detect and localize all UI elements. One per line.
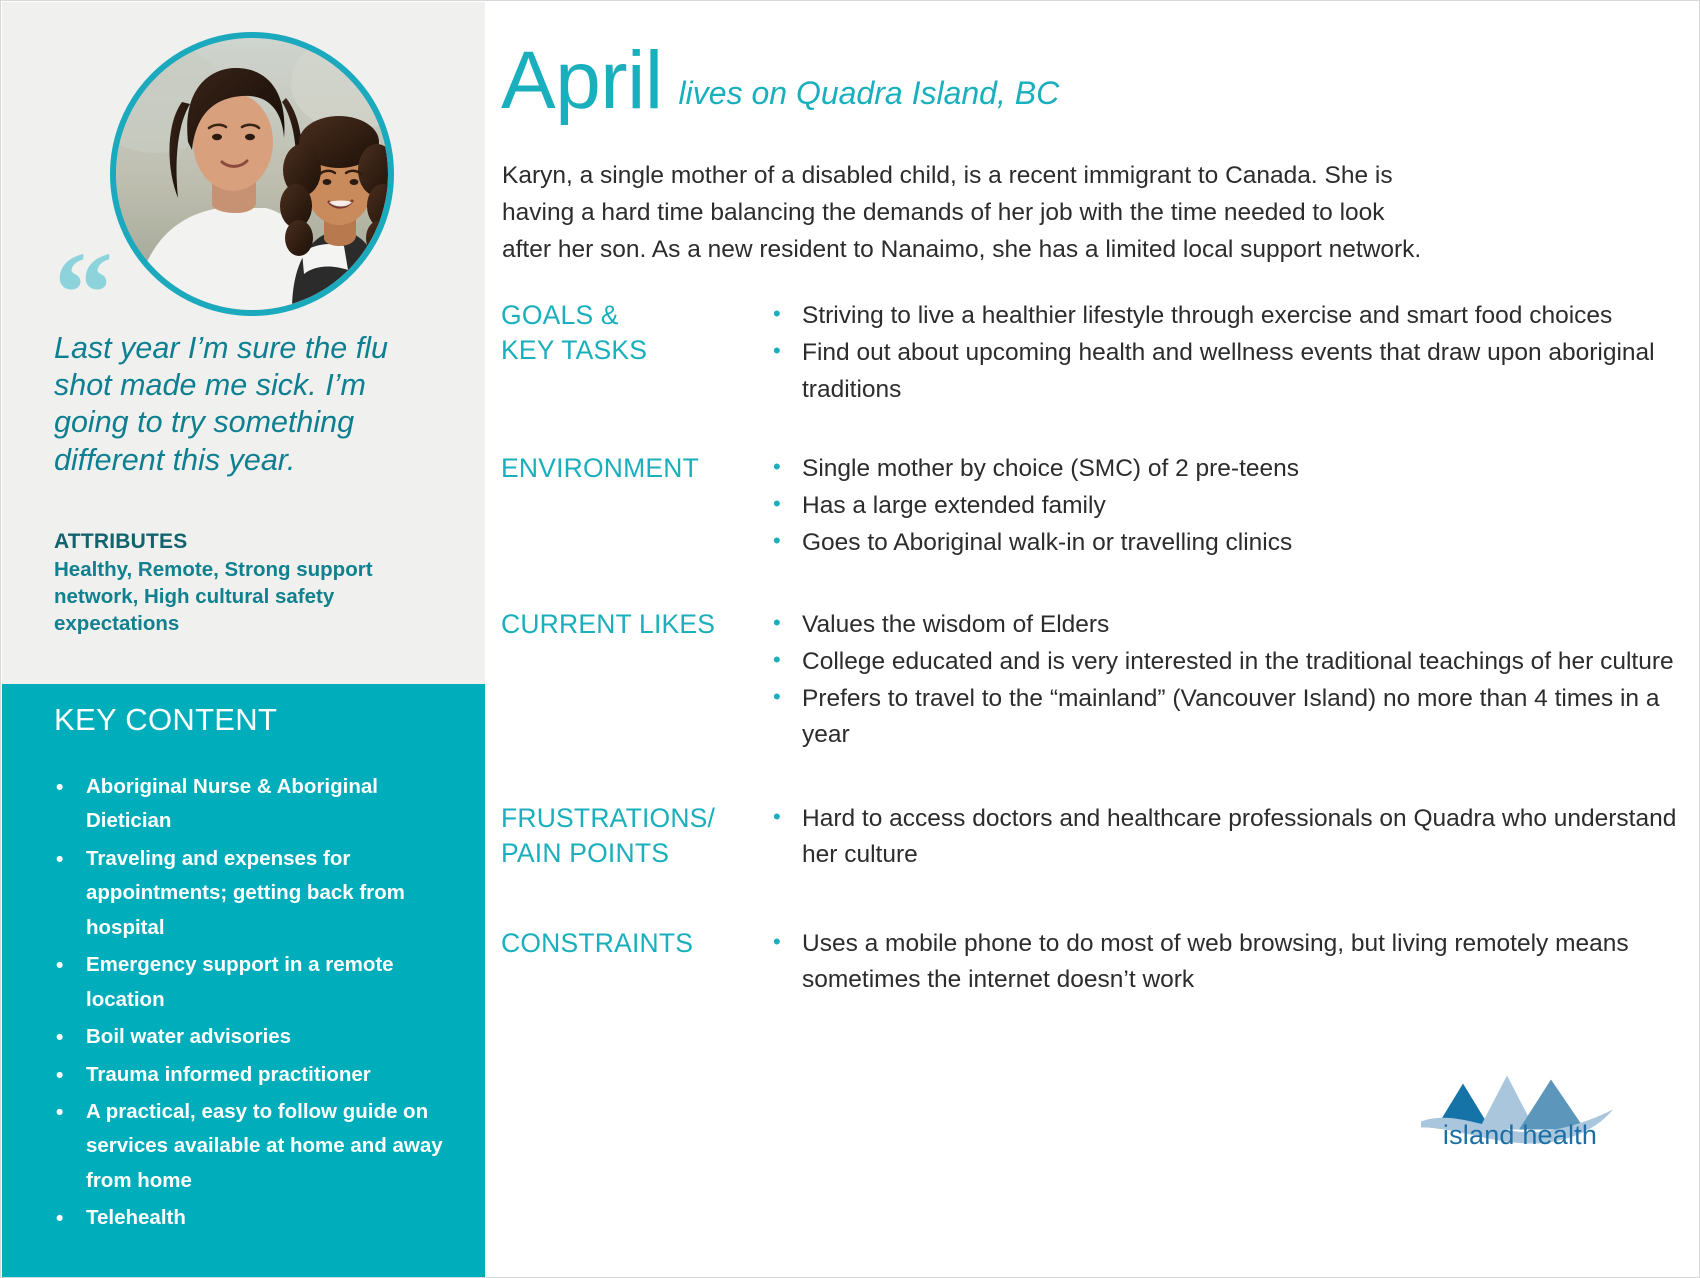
- list-item: [769, 607, 1700, 643]
- key-content-list: [46, 770, 446, 1239]
- bullet-icon: •: [56, 776, 64, 799]
- list-item: [769, 335, 1700, 408]
- attributes-block: [54, 530, 424, 637]
- bullet-icon: •: [773, 301, 781, 326]
- sidebar: [2, 2, 485, 1278]
- list-item-label: Aboriginal Nurse & Aboriginal Dietician: [86, 775, 378, 833]
- section-label-line: KEY TASKS: [501, 335, 648, 366]
- list-item: [769, 488, 1700, 524]
- bullet-icon: •: [773, 338, 781, 364]
- section-frustrations: [485, 801, 1700, 875]
- section-label-line: FRUSTRATIONS/: [501, 802, 716, 833]
- list-item-label: Find out about upcoming health and wellness events that draw upon aboriginal traditions: [802, 339, 1655, 403]
- island-health-logo: [1415, 1048, 1625, 1163]
- bullet-list: [769, 926, 1700, 999]
- avatar: [110, 32, 394, 316]
- bullet-icon: •: [56, 1063, 64, 1087]
- attributes-title: ATTRIBUTES: [54, 530, 188, 553]
- section-label-line: GOALS &: [501, 300, 619, 330]
- bullet-icon: •: [56, 954, 64, 978]
- list-item-label: Has a large extended family: [802, 492, 1106, 519]
- list-item: [46, 1058, 446, 1092]
- bullet-icon: •: [773, 929, 781, 954]
- list-item-label: Telehealth: [86, 1206, 186, 1230]
- bullet-icon: •: [56, 1100, 64, 1124]
- list-item-label: Prefers to travel to the “mainland” (Vancouver Island) no more than 4 times in a year: [802, 685, 1660, 749]
- quote-mark-icon: “: [54, 227, 107, 358]
- section-label-line: ENVIRONMENT: [501, 452, 700, 483]
- list-item: [769, 801, 1700, 874]
- list-item: [769, 298, 1700, 334]
- section-body: [765, 801, 1700, 875]
- persona-name: April: [501, 35, 663, 126]
- section-goals: [485, 298, 1700, 409]
- list-item: [769, 451, 1700, 487]
- bullet-list: [769, 801, 1700, 874]
- list-item-label: Trauma informed practitioner: [86, 1062, 371, 1086]
- list-item-label: Single mother by choice (SMC) of 2 pre-teens: [802, 454, 1300, 482]
- list-item: [46, 1020, 446, 1054]
- list-item-label: Values the wisdom of Elders: [802, 610, 1110, 638]
- list-item: [46, 770, 446, 839]
- bullet-icon: •: [773, 803, 781, 829]
- list-item-label: Hard to access doctors and healthcare professionals on Quadra who understand her culture: [802, 804, 1677, 868]
- section-label: [485, 926, 765, 1000]
- list-item: [769, 644, 1700, 680]
- section-environment: [485, 451, 1700, 563]
- bullet-list: [769, 298, 1700, 408]
- list-item: [769, 926, 1700, 999]
- list-item-label: Emergency support in a remote location: [86, 953, 394, 1011]
- bullet-icon: •: [56, 847, 64, 871]
- bullet-icon: •: [773, 609, 781, 635]
- list-item: [46, 842, 446, 945]
- list-item-label: A practical, easy to follow guide on services available at home and away from home: [86, 1099, 443, 1192]
- bullet-list: [769, 451, 1700, 562]
- list-item-label: Uses a mobile phone to do most of web browsing, but living remotely means sometimes the internet doesn’t work: [802, 930, 1629, 994]
- bullet-icon: •: [773, 491, 781, 516]
- persona-quote: Last year I’m sure the flu shot made me sick. I’m going to try something different this year.: [54, 331, 388, 477]
- section-body: [765, 298, 1700, 409]
- list-item-label: Boil water advisories: [86, 1025, 292, 1049]
- bullet-icon: •: [773, 646, 781, 672]
- section-body: [765, 451, 1700, 563]
- list-item: [46, 948, 446, 1017]
- page-title: [501, 35, 1060, 126]
- section-constraints: [485, 926, 1700, 1000]
- section-body: [765, 926, 1700, 1000]
- bullet-icon: •: [773, 453, 781, 479]
- list-item: [769, 681, 1700, 754]
- section-label-line: CONSTRAINTS: [501, 928, 694, 958]
- list-item-label: Goes to Aboriginal walk-in or travelling clinics: [802, 529, 1293, 557]
- section-label-line: PAIN POINTS: [501, 837, 670, 868]
- list-item: [46, 1201, 446, 1235]
- persona-intro: Karyn, a single mother of a disabled child, is a recent immigrant to Canada. She is having a hard time balancing the demands of her job with the time needed to look after her son. As a new resident to Nanaimo, she has a limited local support network.: [502, 162, 1422, 264]
- bullet-icon: •: [773, 684, 781, 709]
- key-content-title: KEY CONTENT: [54, 702, 278, 737]
- section-label-line: CURRENT LIKES: [501, 608, 716, 639]
- list-item-label: Traveling and expenses for appointments; getting back from hospital: [86, 846, 405, 939]
- list-item-label: Striving to live a healthier lifestyle through exercise and smart food choices: [802, 302, 1613, 329]
- section-label: [485, 298, 765, 409]
- persona-location: lives on Quadra Island, BC: [678, 75, 1060, 111]
- bullet-icon: •: [56, 1207, 64, 1231]
- bullet-icon: •: [56, 1026, 64, 1050]
- section-label: [485, 801, 765, 875]
- island-health-wordmark: island health: [1442, 1120, 1598, 1150]
- section-current-likes: [485, 607, 1700, 755]
- section-label: [485, 607, 765, 755]
- section-label: [485, 451, 765, 563]
- persona-sections: [485, 298, 1700, 1000]
- bullet-icon: •: [773, 528, 781, 554]
- section-body: [765, 607, 1700, 755]
- avatar-photo: [116, 38, 388, 310]
- list-item: [769, 525, 1700, 561]
- attributes-value: Healthy, Remote, Strong support network, High cultural safety expectations: [54, 558, 373, 636]
- list-item-label: College educated and is very interested in the traditional teachings of her culture: [802, 647, 1674, 675]
- bullet-list: [769, 607, 1700, 754]
- list-item: [46, 1095, 446, 1198]
- main-content: [485, 2, 1700, 1278]
